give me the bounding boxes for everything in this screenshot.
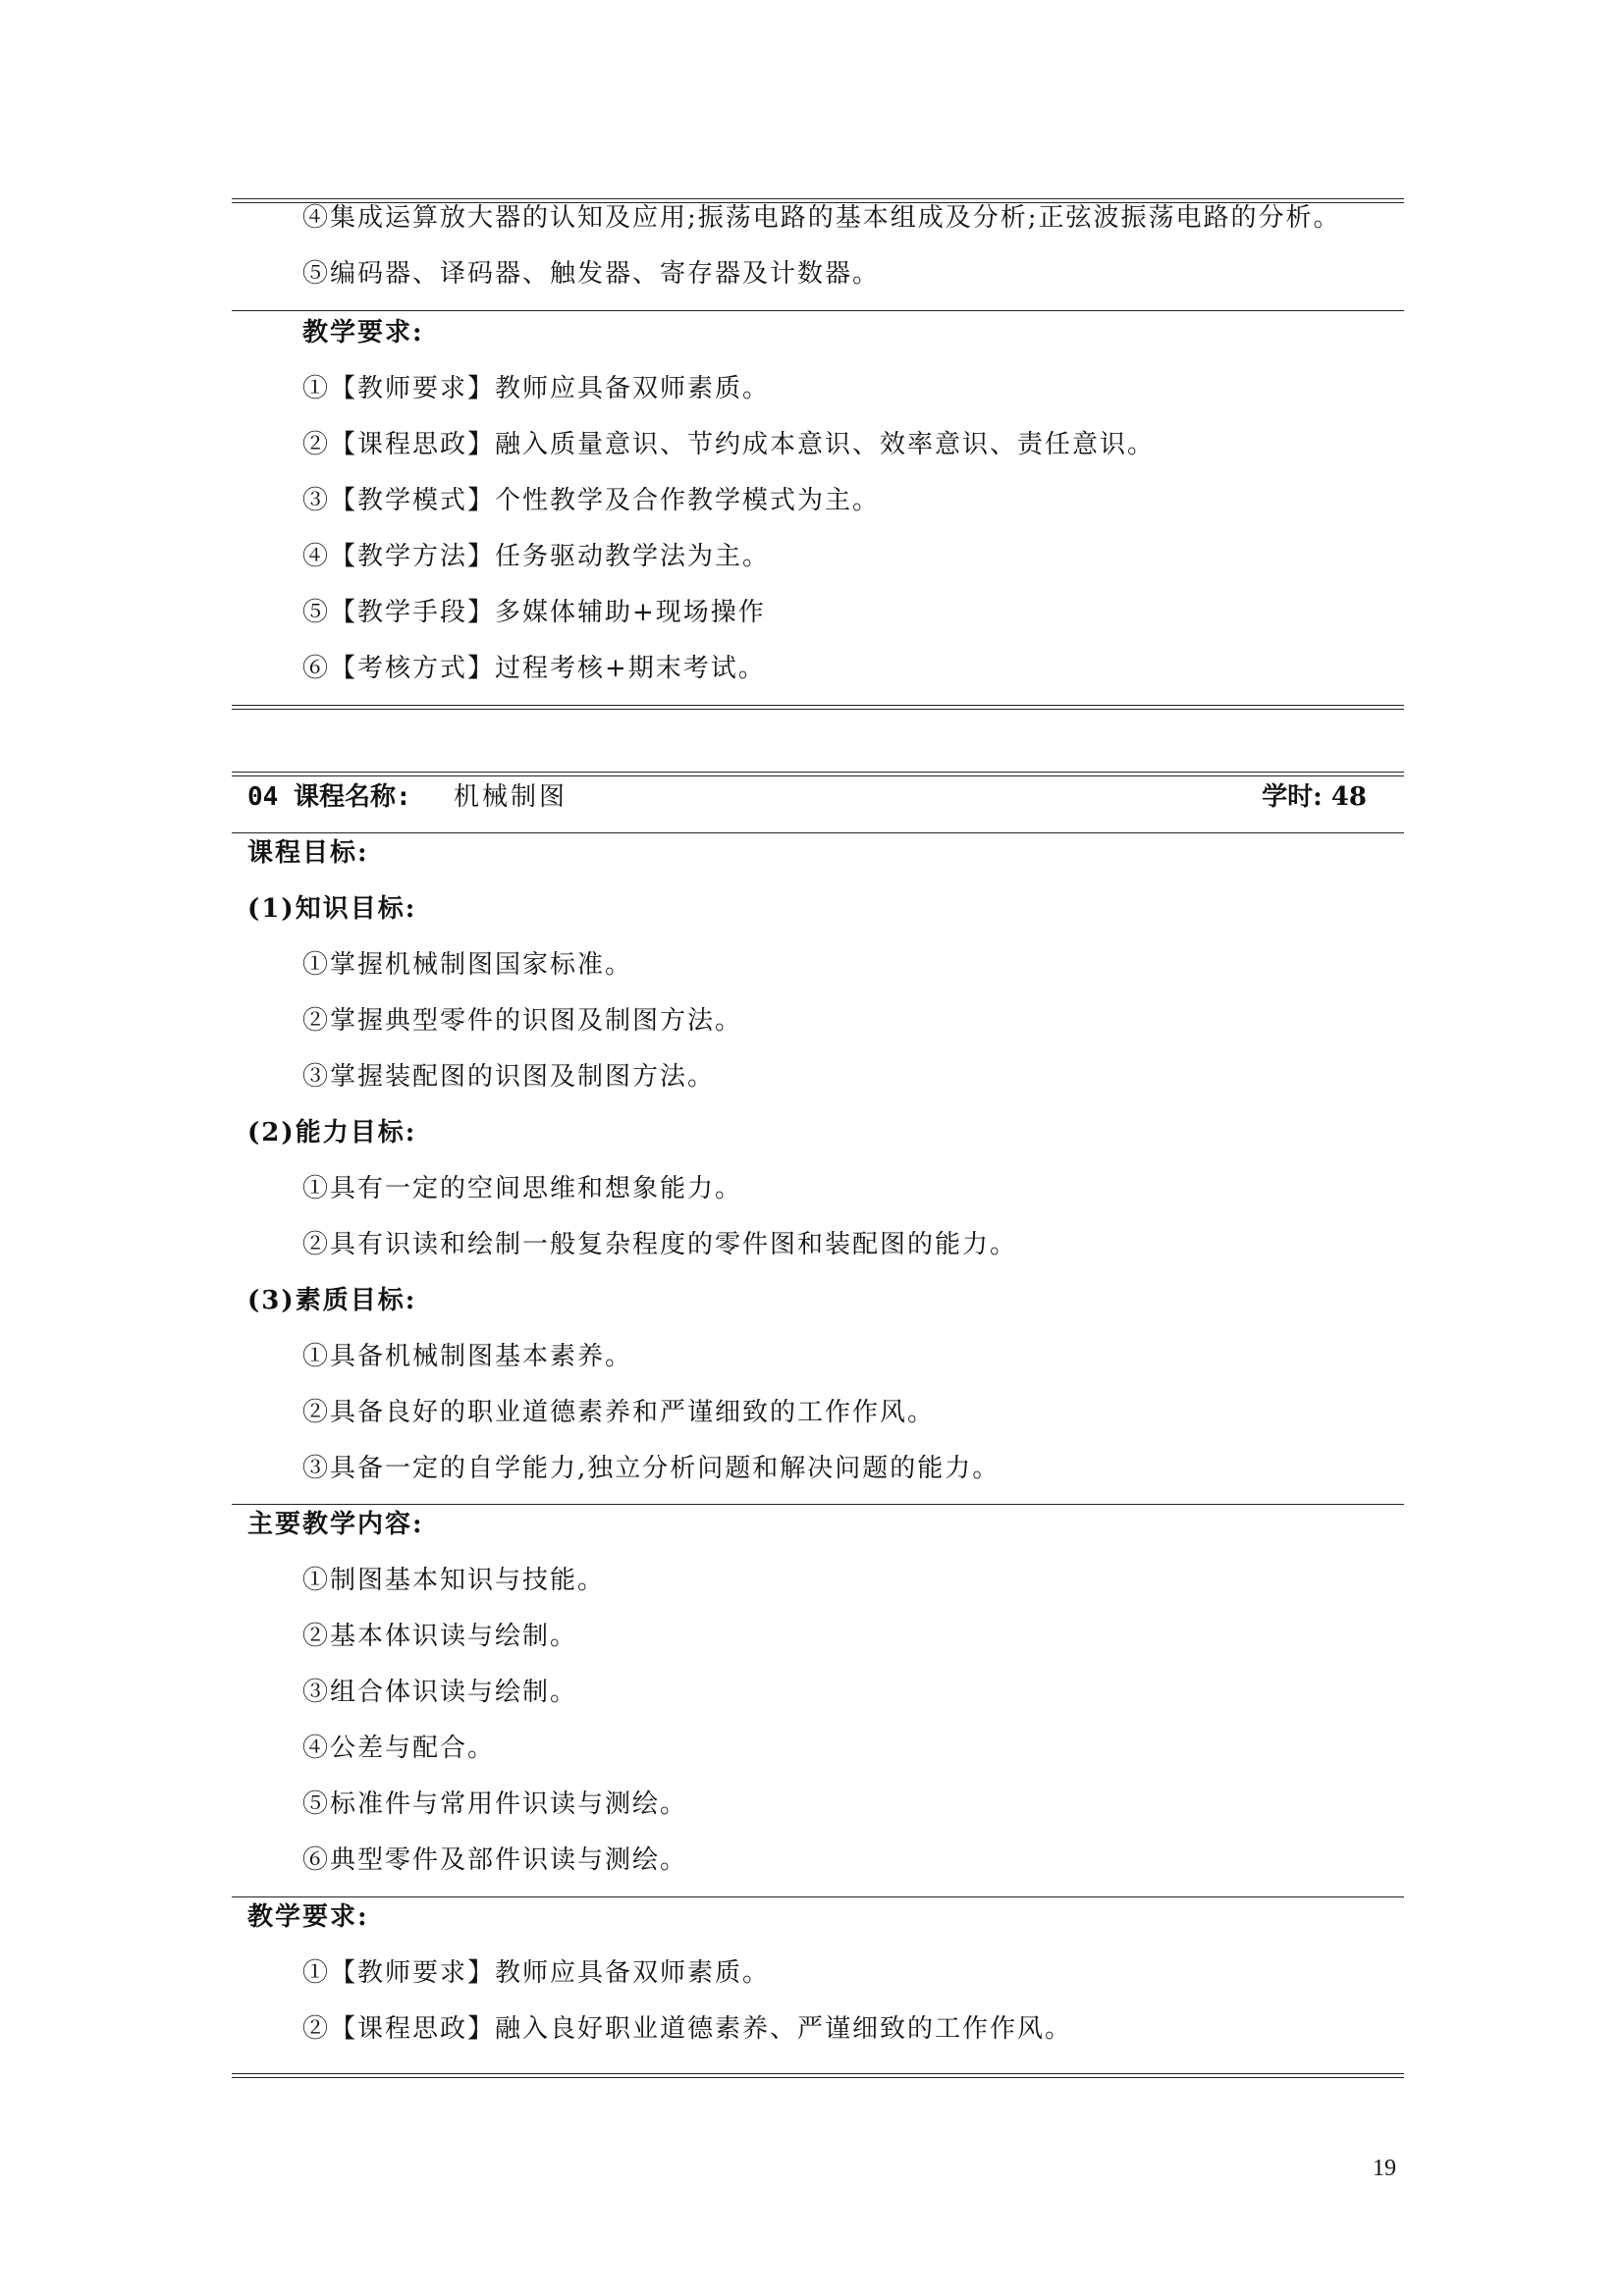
page-number: 19 bbox=[1373, 2156, 1396, 2181]
knowledge-goal-item: ②掌握典型零件的识图及制图方法。 bbox=[302, 1006, 743, 1036]
main-content-item: ①制图基本知识与技能。 bbox=[302, 1566, 606, 1595]
teaching-requirement-item: ①【教师要求】教师应具备双师素质。 bbox=[302, 1958, 771, 1988]
teaching-requirement-item: ②【课程思政】融入质量意识、节约成本意识、效率意识、责任意识。 bbox=[302, 430, 1156, 459]
section-end-rule bbox=[232, 2073, 1404, 2078]
quality-goal-item: ①具备机械制图基本素养。 bbox=[302, 1342, 633, 1371]
section-divider bbox=[232, 1896, 1404, 1897]
section-divider bbox=[232, 310, 1404, 311]
main-content-item: ⑥典型零件及部件识读与测绘。 bbox=[302, 1845, 688, 1875]
section-divider bbox=[232, 1504, 1404, 1505]
course-hours: 学时: 48 bbox=[1262, 782, 1367, 812]
content-item: ⑤编码器、译码器、触发器、寄存器及计数器。 bbox=[302, 259, 881, 289]
main-content-heading: 主要教学内容: bbox=[247, 1510, 424, 1539]
course-goals-heading: 课程目标: bbox=[247, 838, 369, 868]
teaching-requirements-heading: 教学要求: bbox=[302, 318, 424, 347]
teaching-requirement-item: ①【教师要求】教师应具备双师素质。 bbox=[302, 374, 771, 403]
knowledge-goal-item: ③掌握装配图的识图及制图方法。 bbox=[302, 1062, 716, 1092]
teaching-requirement-item: ③【教学模式】个性教学及合作教学模式为主。 bbox=[302, 486, 881, 515]
main-content-item: ③组合体识读与绘制。 bbox=[302, 1678, 578, 1707]
main-content-item: ⑤标准件与常用件识读与测绘。 bbox=[302, 1789, 688, 1819]
course-number-label: 04 课程名称: bbox=[247, 782, 411, 812]
teaching-requirement-item: ⑤【教学手段】多媒体辅助+现场操作 bbox=[302, 598, 766, 627]
teaching-requirement-item: ⑥【考核方式】过程考核+期末考试。 bbox=[302, 654, 766, 683]
quality-goal-item: ③具备一定的自学能力,独立分析问题和解决问题的能力。 bbox=[302, 1454, 1001, 1483]
section-divider bbox=[232, 832, 1404, 833]
knowledge-goal-item: ①掌握机械制图国家标准。 bbox=[302, 950, 633, 980]
ability-goal-item: ①具有一定的空间思维和想象能力。 bbox=[302, 1174, 743, 1203]
ability-goals-heading: (2)能力目标: bbox=[247, 1118, 417, 1148]
ability-goal-item: ②具有识读和绘制一般复杂程度的零件图和装配图的能力。 bbox=[302, 1230, 1018, 1259]
teaching-requirement-item: ②【课程思政】融入良好职业道德素养、严谨细致的工作作风。 bbox=[302, 2014, 1073, 2044]
quality-goals-heading: (3)素质目标: bbox=[247, 1286, 417, 1315]
course-title-row bbox=[247, 777, 1367, 817]
course-name: 机械制图 bbox=[454, 782, 568, 812]
main-content-item: ④公差与配合。 bbox=[302, 1734, 496, 1763]
teaching-requirements-heading: 教学要求: bbox=[247, 1902, 369, 1932]
course-header-rule bbox=[232, 772, 1404, 776]
teaching-requirement-item: ④【教学方法】任务驱动教学法为主。 bbox=[302, 542, 771, 571]
content-item: ④集成运算放大器的认知及应用;振荡电路的基本组成及分析;正弦波振荡电路的分析。 bbox=[302, 203, 1341, 233]
knowledge-goals-heading: (1)知识目标: bbox=[247, 894, 417, 924]
quality-goal-item: ②具备良好的职业道德素养和严谨细致的工作作风。 bbox=[302, 1398, 936, 1427]
section-end-rule bbox=[232, 705, 1404, 710]
main-content-item: ②基本体识读与绘制。 bbox=[302, 1622, 578, 1651]
